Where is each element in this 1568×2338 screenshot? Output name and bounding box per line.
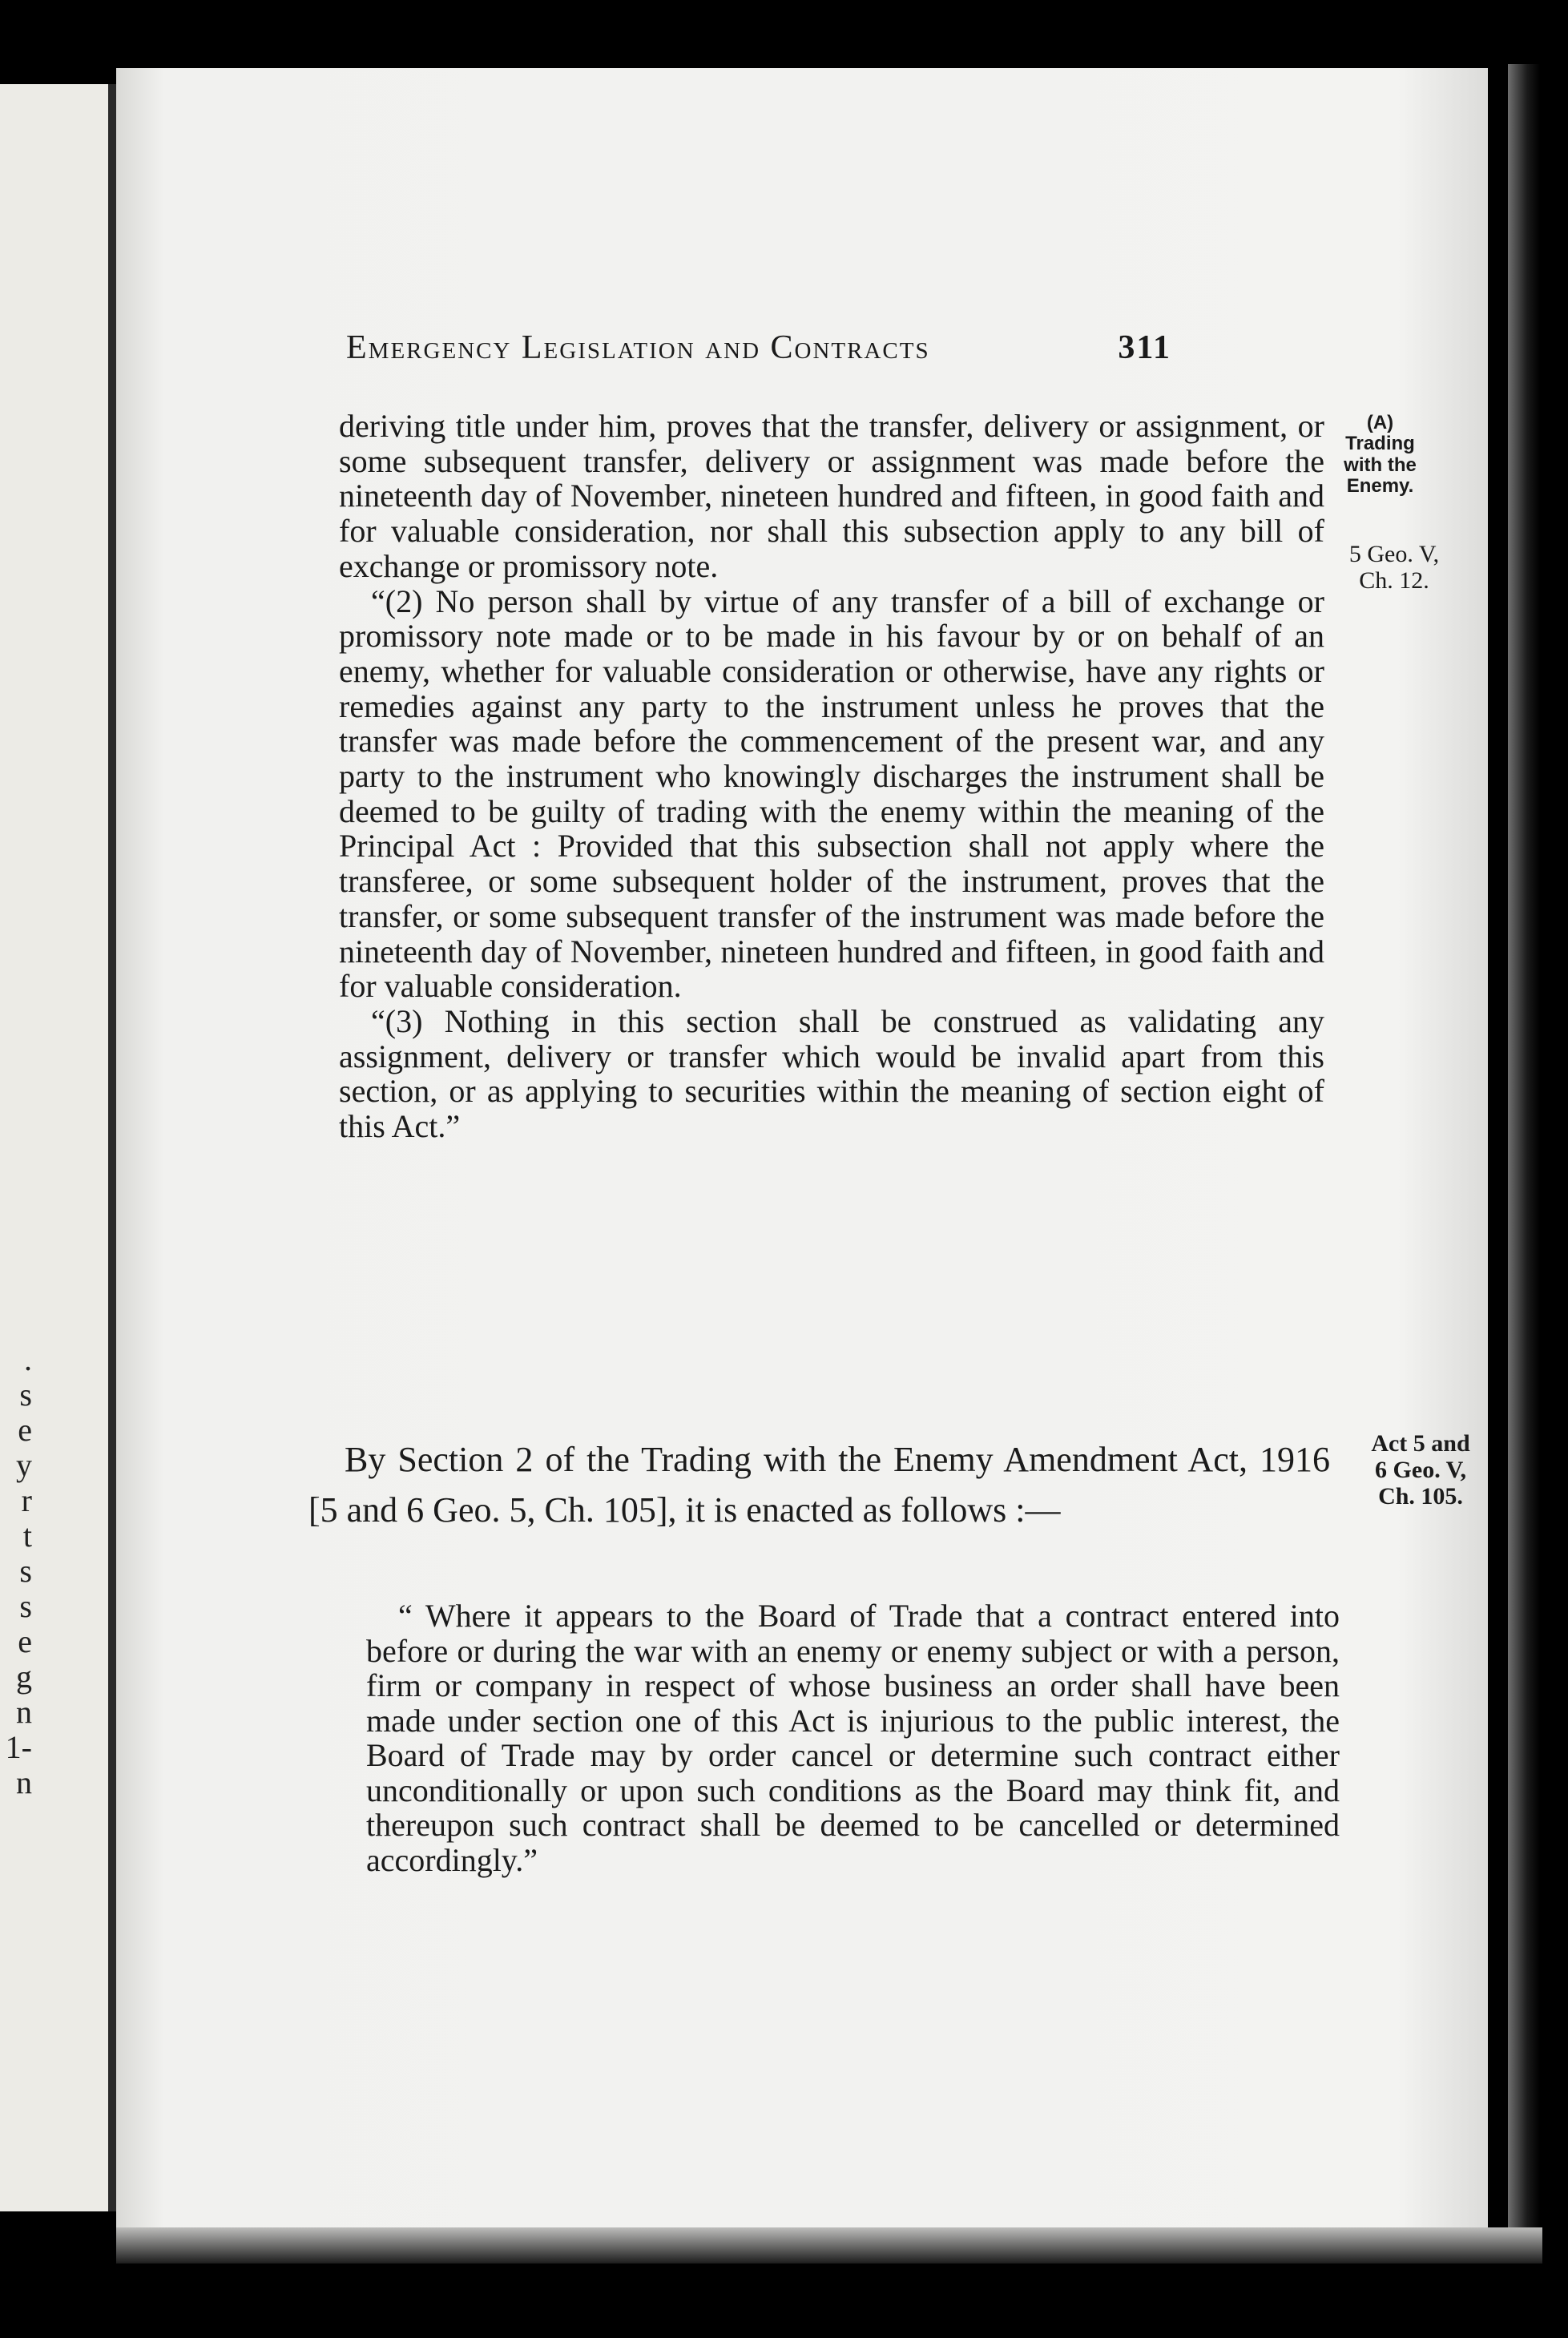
left-fragment: e [18,1623,32,1659]
margin-note-line: Enemy. [1346,475,1414,498]
page-gutter [108,84,116,2211]
page-bottom-shadow [116,2227,1542,2263]
margin-note-line: (A) [1366,412,1394,433]
left-fragment: g [16,1659,32,1695]
margin-note-line: Ch. 12. [1359,567,1429,594]
page-edge-shadow [1508,64,1540,2243]
left-fragment: 1- [5,1729,32,1765]
left-fragment: s [19,1588,32,1624]
margin-note-line: Ch. 105. [1378,1483,1463,1510]
running-head-title: Emergency Legislation and Contracts [346,329,930,366]
second-quoted-block [366,1598,1340,1877]
left-fragment: e [18,1412,32,1448]
margin-note-line: 6 Geo. V, [1375,1457,1466,1483]
left-fragment: t [22,1518,32,1554]
left-fragment: s [19,1553,32,1589]
paragraph: “(2) No person shall by virtue of any transfer of a bill of exchange or promissory note made or to be made in his favour by or on behalf of an enemy, whether for valuable consideration or otherwise, have any rights or remedies against any party to the instrument unless he proves that the transfer was made before the commencement of the present war, and any party to the instrument who knowingly discharges the instrument shall be deemed to be guilty of trading with the enemy within the meaning of the Principal Act : Provided that this subsection shall not apply where the transferee, or some subsequent holder of the instrument, proves that the transfer, or some subsequent transfer of the instrument was made before the nineteenth day of November, nineteen hundred and fifteen, in good faith and for valuable consideration. [339,582,1324,1005]
left-fragment: y [16,1447,32,1483]
intro-paragraph [308,1434,1330,1535]
paragraph: “ Where it appears to the Board of Trade that a contract entered into before or during the war with an enemy or enemy subject or with a person, firm or company in respect of whose business an order shall have been made under section one of this Act is injurious to the public interest, the Board of Trade may by order cancel or determine such contract either unconditionally or upon such conditions as the Board may think fit, and thereupon such contract shall be deemed to be cancelled or determined accordingly.” [366,1598,1340,1878]
left-fragment: r [21,1482,32,1518]
margin-note-line: with the [1344,453,1417,476]
left-fragment: n [16,1764,32,1800]
page-number: 311 [1118,329,1171,366]
running-head [346,329,1171,367]
quoted-section-text [339,409,1324,1144]
left-facing-page [0,84,116,2211]
margin-note-line: 5 Geo. V, [1348,541,1440,567]
margin-note-act-ref [1348,1430,1488,1510]
paragraph: “(3) Nothing in this section shall be construed as validating any assignment, delivery or transfer which would be invalid apart from this section, or as applying to securities within the meaning of section eight of this Act.” [339,1002,1324,1145]
margin-note-line: Act 5 and [1371,1430,1470,1457]
book-page [116,68,1488,2263]
paragraph: deriving title under him, proves that the transfer, delivery or assignment, or some subsequent transfer, delivery or assignment was made before the nineteenth day of November, nineteen hundred and fifteen, in good faith and for valuable consideration, nor shall this subsection apply to any bill of exchange or promissory note. [339,408,1324,584]
left-fragment: . [24,1341,32,1377]
margin-note-trading-with-enemy [1330,413,1430,498]
left-fragment: s [19,1377,32,1413]
margin-note-statute-ref [1326,541,1462,594]
margin-note-line: Trading [1345,433,1415,455]
left-page-text-fragments [0,1342,32,1800]
paragraph: By Section 2 of the Trading with the Enemy Amendment Act, 1916 [5 and 6 Geo. 5, Ch. 105], it is enacted as follows :— [308,1440,1330,1530]
left-fragment: n [16,1694,32,1730]
